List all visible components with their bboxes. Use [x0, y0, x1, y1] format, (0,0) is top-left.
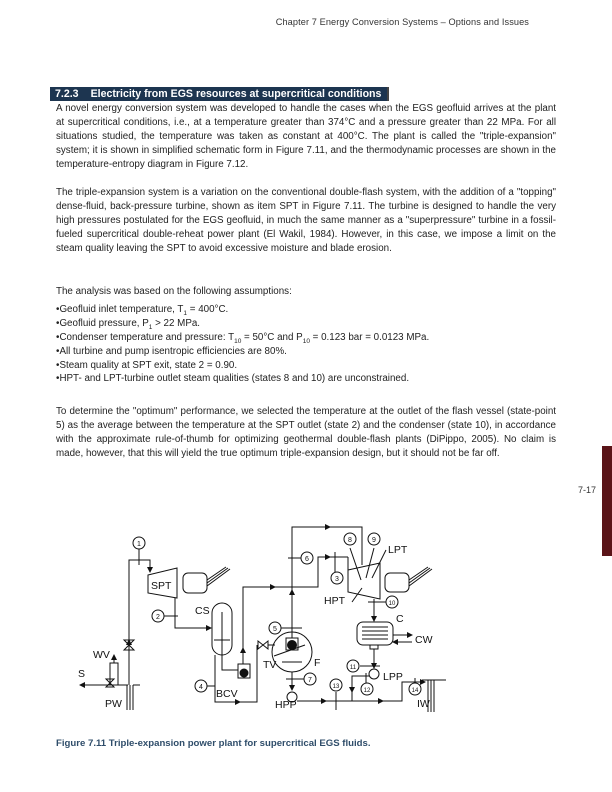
label-cw: CW — [415, 634, 433, 646]
label-lpt: LPT — [388, 544, 408, 556]
label-f: F — [314, 657, 321, 669]
list-item: • Condenser temperature and pressure: $T_{10} = 50^\circ C$ and $P_{10} = 0.123$ bar = 0.0123 MPa. — [56, 331, 556, 345]
label-s: S — [78, 668, 86, 680]
assumptions-intro: The analysis was based on the following assumptions: — [56, 286, 292, 297]
figure-caption: Figure 7.11 Triple-expansion power plant for supercritical EGS fluids. — [56, 738, 371, 749]
state-10: 10 — [388, 601, 396, 607]
assumptions-block — [56, 285, 556, 386]
label-spt: SPT — [151, 580, 172, 592]
schematic-diagram — [60, 500, 460, 740]
section-heading — [50, 87, 389, 101]
label-cs: CS — [195, 605, 210, 617]
label-tv: TV — [263, 659, 277, 671]
state-9: 9 — [372, 537, 376, 544]
running-head: Chapter 7 Energy Conversion Systems – Options and Issues — [275, 17, 529, 27]
section-number: 7.2.3 — [55, 88, 79, 100]
paragraph-4: To determine the "optimum" performance, we selected the temperature at the outlet of the flash vessel (state-point 5) as the average between the temperature at the SPT outlet (state 2) and the condenser (state 10), in accordance with the approximate rule-of-thumb for optimizing geothermal double-flash plants (DiPippo, 2005). No claim is made, however, that this will yield the true optimum triple-expansion design, but it should not be far off. — [56, 406, 556, 459]
state-8: 8 — [348, 537, 352, 544]
chapter-tab — [602, 446, 612, 556]
state-4: 4 — [199, 684, 203, 691]
label-pw: PW — [105, 698, 122, 710]
state-14: 14 — [411, 688, 419, 694]
label-c: C — [396, 613, 404, 625]
state-7: 7 — [308, 677, 312, 684]
state-11: 11 — [349, 665, 357, 671]
label-hpp: HPP — [275, 699, 297, 711]
label-lpp: LPP — [383, 671, 403, 683]
list-item: • Steam quality at SPT exit, state 2 = 0.90. — [56, 359, 556, 373]
section-title: Electricity from EGS resources at supercritical conditions — [90, 88, 382, 100]
assumptions-list — [56, 303, 556, 386]
state-5: 5 — [273, 626, 277, 633]
state-1: 1 — [137, 541, 141, 548]
label-bcv: BCV — [216, 688, 238, 700]
label-wv: WV — [93, 649, 110, 661]
list-item: • Geofluid pressure, $P_1 > 22$ MPa. — [56, 317, 556, 331]
state-12: 12 — [363, 688, 371, 694]
label-hpt: HPT — [324, 595, 345, 607]
paragraph-2: The triple-expansion system is a variation on the conventional double-flash system, with the addition of a "topping" dense-fluid, back-pressure turbine, shown as item SPT in Figure 7.11. The turbine is designed to handle the very high pressures postulated for the EGS geofluid, in much the same manner as a "superpressure" turbine in a fossil-fueled supercritical double-reheat power plant (El Wakil, 1984). However, in this case, we impose a limit on the steam quality leaving the SPT to avoid excessive moisture and blade erosion. — [56, 187, 556, 254]
state-13: 13 — [332, 684, 340, 690]
list-item: • Geofluid inlet temperature, $T_1 = 400^\circ C$. — [56, 303, 556, 317]
list-item: • HPT- and LPT-turbine outlet steam qualities (states 8 and 10) are unconstrained. — [56, 372, 556, 386]
state-6: 6 — [305, 556, 309, 563]
page-number: 7-17 — [578, 485, 597, 495]
state-2: 2 — [156, 614, 160, 621]
paragraph-1: A novel energy conversion system was developed to handle the cases when the EGS geofluid arrives at the plant at supercritical conditions, i.e., at a temperature greater than 374°C and a pressure greater than 22 MPa. For all situations studied, the temperature was taken as constant at 400°C. The plant is called the "triple-expansion" system; it is shown in simplified schematic form in Figure 7.11, and the thermodynamic processes are shown in the temperature-entropy diagram in Figure 7.12. — [56, 103, 556, 170]
state-3: 3 — [335, 576, 339, 583]
label-iw: IW — [417, 698, 430, 710]
list-item: • All turbine and pump isentropic efficiencies are 80%. — [56, 345, 556, 359]
